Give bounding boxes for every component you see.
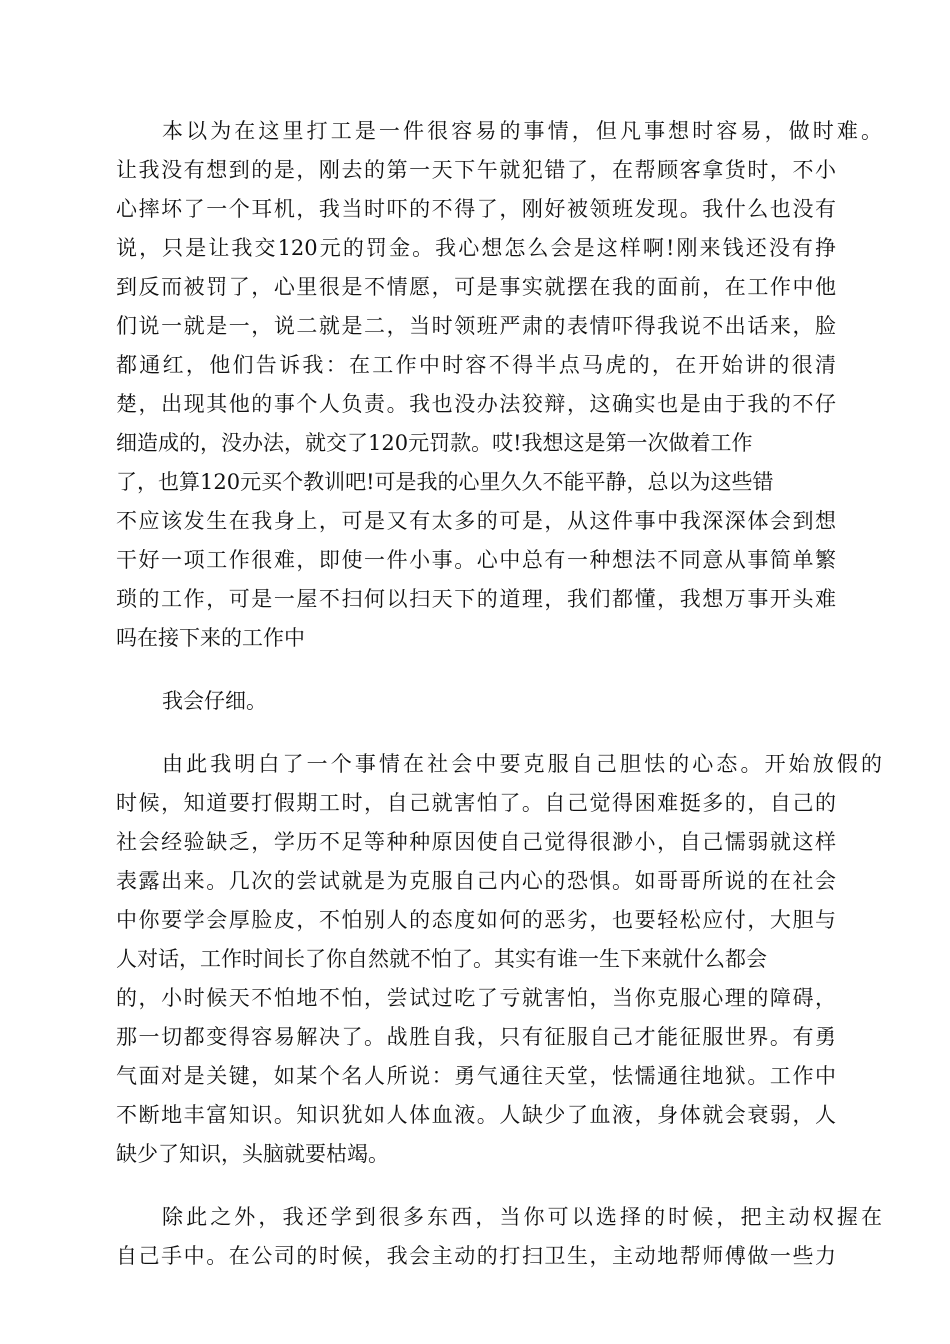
- text-line: 中你要学会厚脸皮，不怕别人的态度如何的恶劣，也要轻松应付，大胆与: [116, 908, 836, 932]
- text-line: 自己手中。在公司的时候，我会主动的打扫卫生，主动地帮师傅做一些力: [116, 1244, 836, 1268]
- paragraph-2: [116, 682, 836, 721]
- paragraph-1: [116, 112, 882, 658]
- paragraph-4: [116, 1198, 882, 1276]
- text-line: 了，也算120元买个教训吧!可是我的心里久久不能平静，总以为这些错: [116, 470, 774, 494]
- text-line: 们说一就是一，说二就是二，当时领班严肃的表情吓得我说不出话来，脸: [116, 314, 836, 338]
- text-line: 楚，出现其他的事个人负责。我也没办法狡辩，这确实也是由于我的不仔: [116, 392, 836, 416]
- document-body: [116, 112, 882, 1276]
- text-line: 由此我明白了一个事情在社会中要克服自己胆怯的心态。开始放假的: [162, 752, 882, 776]
- text-line: 说，只是让我交120元的罚金。我心想怎么会是这样啊!刚来钱还没有挣: [116, 236, 836, 260]
- text-line: 都通红，他们告诉我：在工作中时容不得半点马虎的，在开始讲的很清: [116, 353, 836, 377]
- text-line: 气面对是关键，如某个名人所说：勇气通往天堂，怯懦通往地狱。工作中: [116, 1064, 836, 1088]
- text-line: 人对话，工作时间长了你自然就不怕了。其实有谁一生下来就什么都会: [116, 947, 767, 971]
- text-line: 的，小时候天不怕地不怕，尝试过吃了亏就害怕，当你克服心理的障碍，: [116, 986, 836, 1010]
- text-line: 表露出来。几次的尝试就是为克服自己内心的恐惧。如哥哥所说的在社会: [116, 869, 836, 893]
- text-line: 我会仔细。: [162, 689, 267, 713]
- text-line: 时候，知道要打假期工时，自己就害怕了。自己觉得困难挺多的，自己的: [116, 791, 836, 815]
- text-line: 干好一项工作很难，即使一件小事。心中总有一种想法不同意从事简单繁: [116, 548, 836, 572]
- text-line: 缺少了知识，头脑就要枯竭。: [116, 1142, 389, 1166]
- text-line: 那一切都变得容易解决了。战胜自我，只有征服自己才能征服世界。有勇: [116, 1025, 836, 1049]
- text-line: 社会经验缺乏，学历不足等种种原因使自己觉得很渺小，自己懦弱就这样: [116, 830, 836, 854]
- text-line: 心摔坏了一个耳机，我当时吓的不得了，刚好被领班发现。我什么也没有: [116, 197, 836, 221]
- text-line: 除此之外，我还学到很多东西，当你可以选择的时候，把主动权握在: [162, 1205, 882, 1229]
- paragraph-3: [116, 745, 882, 1174]
- text-line: 本以为在这里打工是一件很容易的事情，但凡事想时容易，做时难。: [162, 119, 882, 143]
- text-line: 不应该发生在我身上，可是又有太多的可是，从这件事中我深深体会到想: [116, 509, 836, 533]
- text-line: 让我没有想到的是，刚去的第一天下午就犯错了，在帮顾客拿货时，不小: [116, 158, 836, 182]
- text-line: 琐的工作，可是一屋不扫何以扫天下的道理，我们都懂，我想万事开头难: [116, 587, 836, 611]
- text-line: 不断地丰富知识。知识犹如人体血液。人缺少了血液，身体就会衰弱，人: [116, 1103, 836, 1127]
- text-line: 吗在接下来的工作中: [116, 626, 305, 650]
- text-line: 细造成的，没办法，就交了120元罚款。哎!我想这是第一次做着工作: [116, 431, 753, 455]
- text-line: 到反而被罚了，心里很是不情愿，可是事实就摆在我的面前，在工作中他: [116, 275, 836, 299]
